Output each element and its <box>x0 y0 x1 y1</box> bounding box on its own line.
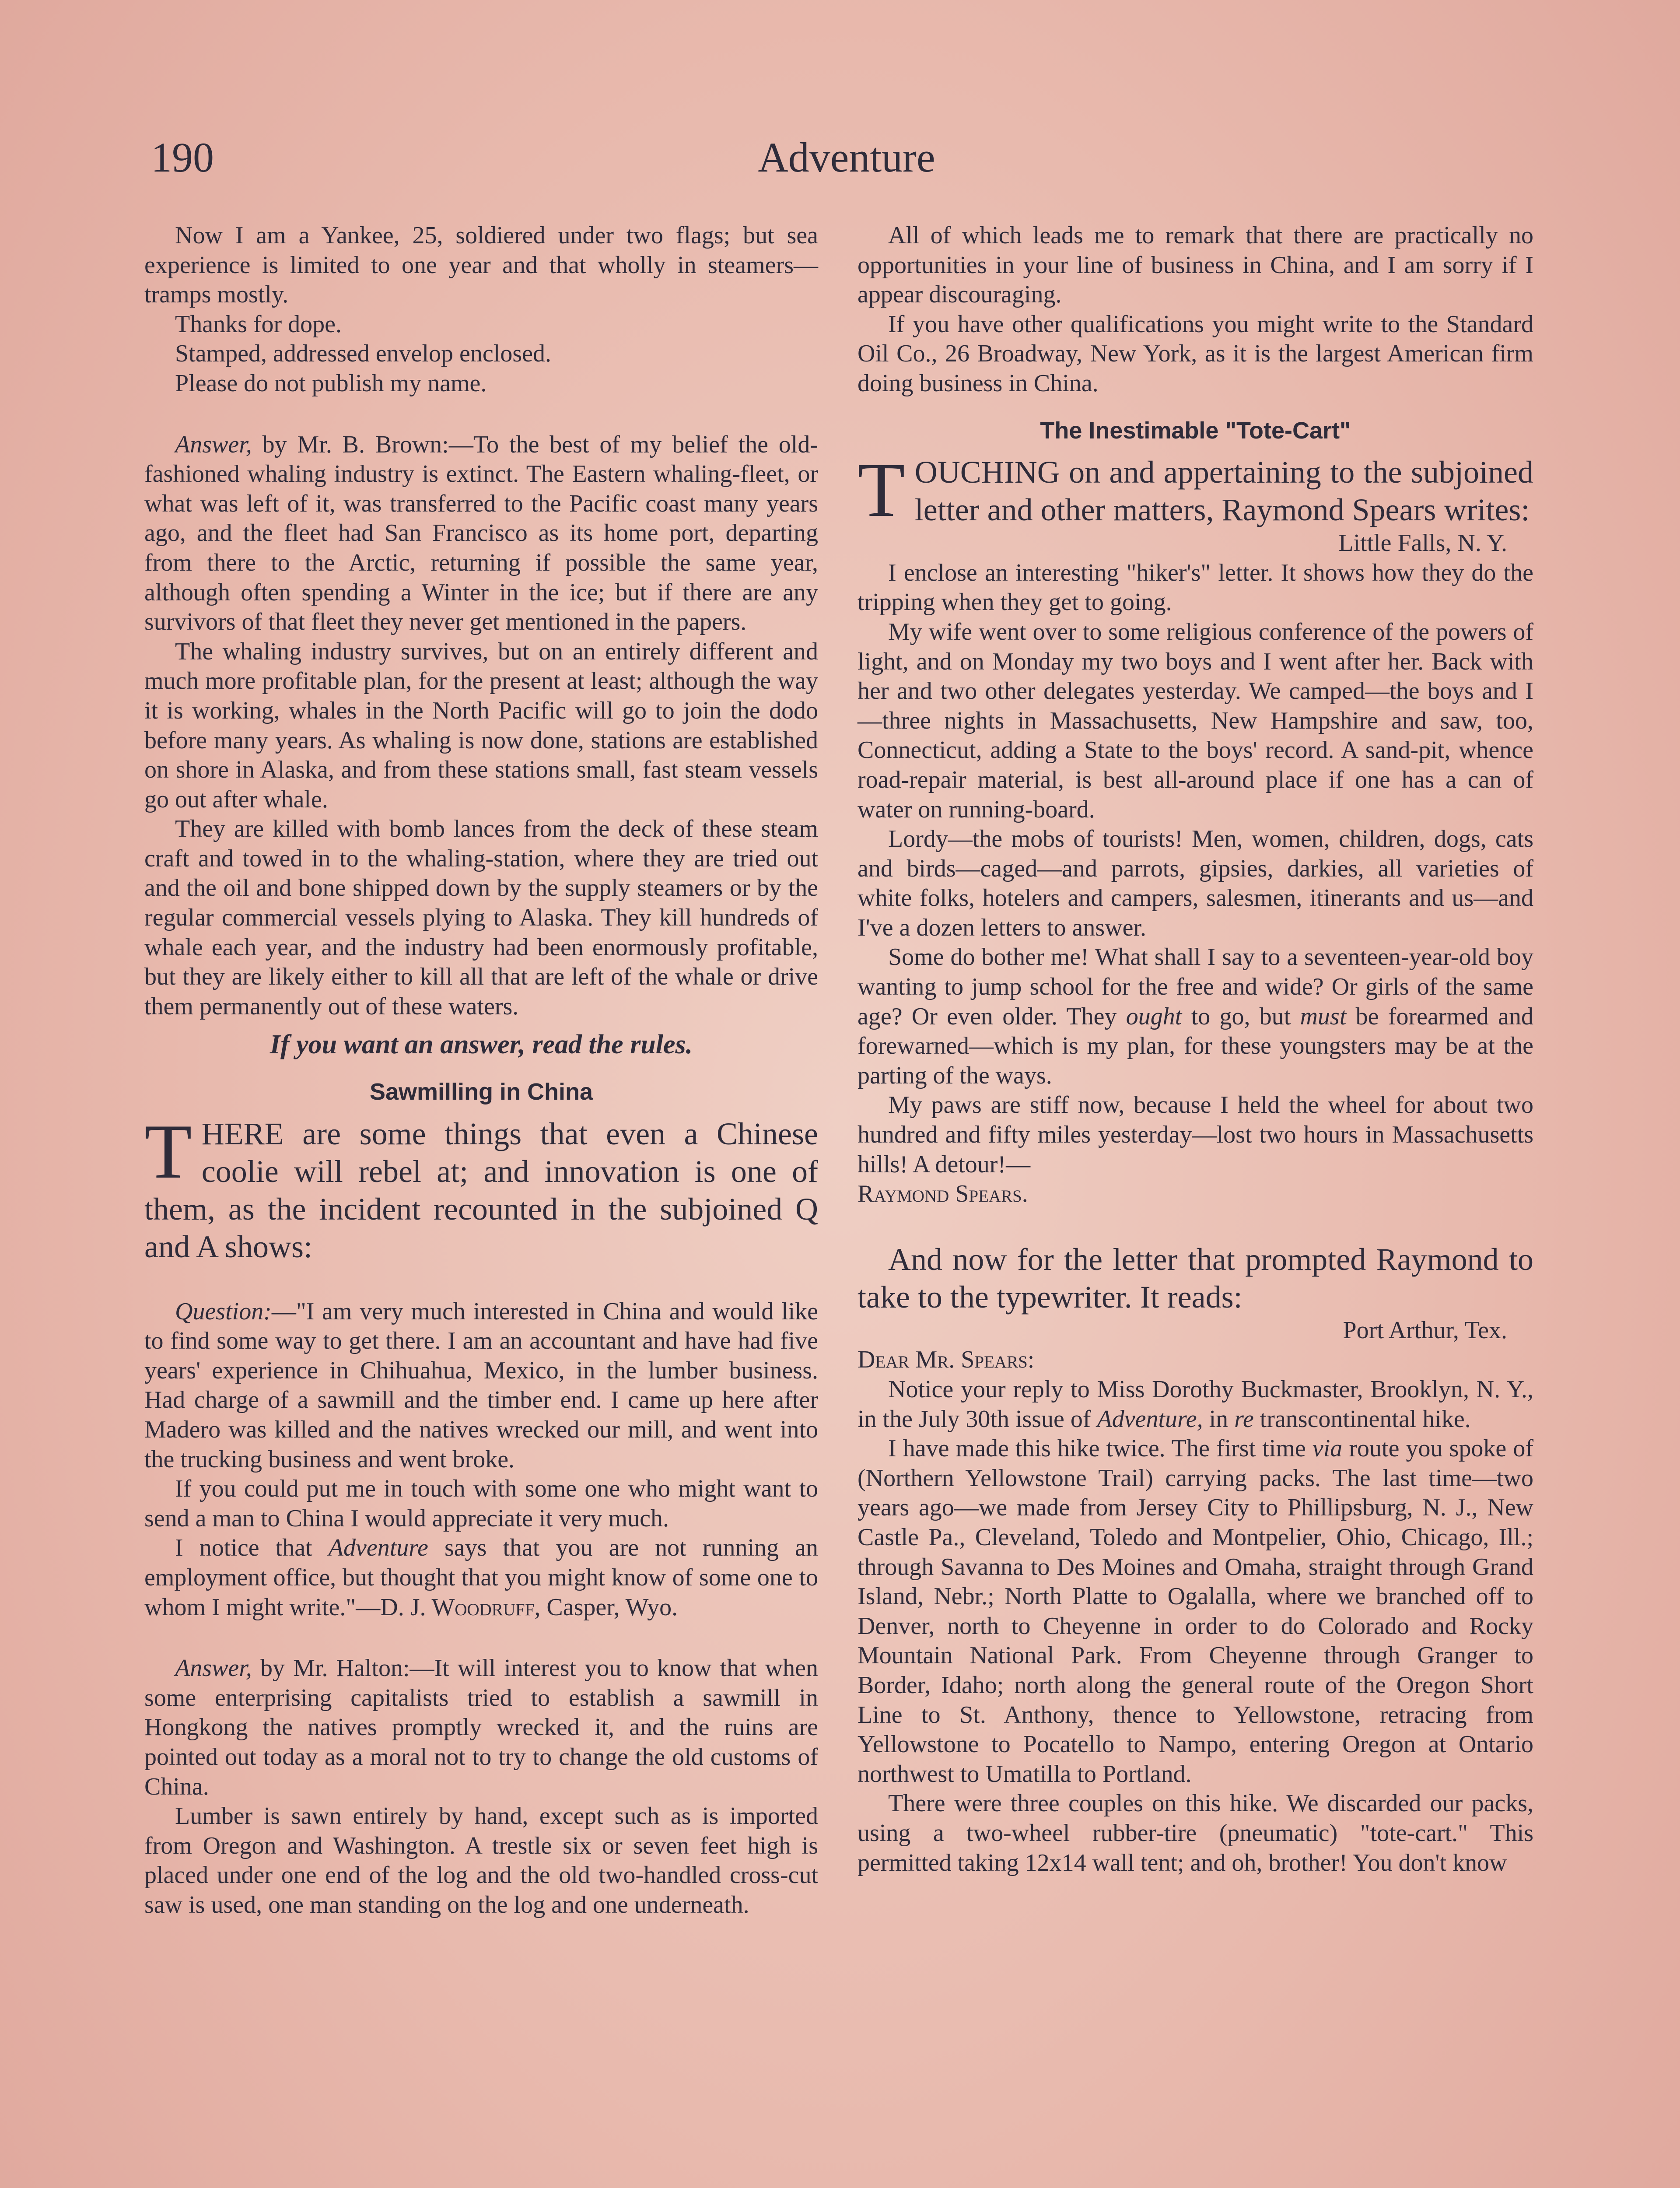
text-run: , Casper, Wyo. <box>534 1593 678 1621</box>
paragraph: If you could put me in touch with some one who might want to send a man to China I would appreciate it very much. <box>144 1475 818 1532</box>
answer-text: by Mr. B. Brown:—To the best of my belief the old-fashioned whaling industry is extinct. The Eastern whaling-fleet, or what was left of it, was transferred to the Pacific coast many years ago, and the fleet had San Francisco as its home port, departing from there to the Arctic, returning if possible the same year, although often spending a Winter in the ice; but if there are any survivors of that fleet they never get mentioned in the papers. <box>144 431 818 636</box>
paragraph: Lumber is sawn entirely by hand, except such as is imported from Oregon and Washington. A trestle six or seven feet high is placed under one end of the log and the old two-handled cross-cut saw is used, one man standing on the log and one underneath. <box>144 1802 818 1918</box>
question-paragraph <box>144 1297 818 1475</box>
lead-paragraph <box>144 1108 818 1266</box>
lead-text: OUCHING on and appertaining to the subjoined letter and other matters, Raymond Spears writes: <box>914 455 1533 528</box>
answer-paragraph <box>144 1654 818 1802</box>
paragraph: If you have other qualifications you might write to the Standard Oil Co., 26 Broadway, New York, as it is the largest American firm doing business in China. <box>858 310 1533 397</box>
paragraph: Lordy—the mobs of tourists! Men, women, children, dogs, cats and birds—caged—and parrots, gipsies, darkies, all varieties of white folks, hotelers and campers, salesmen, itinerants and us—and I've a dozen letters to answer. <box>858 825 1533 941</box>
text-run: I notice that <box>175 1534 329 1562</box>
paragraph: I enclose an interesting "hiker's" letter. It shows how they do the tripping when they get to going. <box>858 559 1533 616</box>
paragraph: Now I am a Yankee, 25, soldiered under two flags; but sea experience is limited to one year and that wholly in steamers—tramps mostly. <box>144 222 818 309</box>
section-title: The Inestimable "Tote-Cart" <box>1040 417 1351 444</box>
paragraph: They are killed with bomb lances from the deck of these steam craft and towed in to the whaling-station, where they are tried out and the oil and bone shipped down by the supply steamers or by the regular commercial vessels plying to Alaska. They kill hundreds of whale each year, and the industry had been enormously profitable, but they are likely either to kill all that are left of the whale or drive them permanently out of these waters. <box>144 815 818 1020</box>
paragraph: My wife went over to some religious conference of the powers of light, and on Monday my two boys and I went after her. Back with her and two other delegates yesterday. We camped—the boys and I—three nights in Massachusetts, New Hampshire and saw, too, Connecticut, adding a State to the boys' record. A sand-pit, whence road-repair material, is best all-around place if one has a can of water on running-board. <box>858 618 1533 823</box>
text-run: be forearmed and forewarned—which is my plan, for these youngsters may be at the parting of the ways. <box>858 1003 1534 1089</box>
emphasis: re <box>1234 1405 1254 1433</box>
text-run: route you spoke of (Northern Yellowstone Trail) carrying packs. The last time—two years ago—we made from Jersey City to Phillipsburg, N. J., New Castle Pa., Cleveland, Toledo and Montpelier, Ohio, Chicago, Ill.; through Savanna to Des Moines and Omaha, straight through Grand Island, Nebr.; North Platte to Ogalalla, where we branched off to Denver, north to Cheyenne in order to do Colorado and Rocky Mountain National Park. From Cheyenne through Granger to Border, Idaho; north along the general route of the Oregon Short Line to St. Anthony, thence to Yellowstone, retracing from Yellowstone to Pocatello to Nampo, entering Oregon at Ontario northwest to Umatilla to Portland. <box>858 1435 1534 1788</box>
salutation: Dear Mr. Spears: <box>858 1346 1035 1374</box>
running-head: Adventure <box>758 134 935 181</box>
left-column <box>144 221 818 1920</box>
text-run: says that you are not running an employment office, but thought that you might know of some one to whom I might write."— <box>144 1534 818 1621</box>
paragraph: The whaling industry survives, but on an entirely different and much more profitable plan, for the present at least; although the way it is working, whales in the North Pacific will go to join the dodo before many years. As whaling is now done, stations are established on shore in Alaska, and from these stations small, fast steam vessels go out after whale. <box>144 638 818 813</box>
paragraph: There were three couples on this hike. We discarded our packs, using a two-wheel rubber-tire (pneumatic) "tote-cart." This permitted taking 12x14 wall tent; and oh, brother! You don't know <box>858 1790 1533 1876</box>
rules-notice: If you want an answer, read the rules. <box>270 1030 693 1060</box>
letter-place: Little Falls, N. Y. <box>1338 529 1507 557</box>
answer-label: Answer, <box>175 1655 252 1682</box>
page-number: 190 <box>151 134 214 181</box>
text-run: in <box>1203 1405 1235 1433</box>
answer-text: by Mr. Halton:—It will interest you to know that when some enterprising capitalists tried to establish a sawmill in Hongkong the natives promptly wrecked it, and the ruins are pointed out today as a moral not to try to change the old customs of China. <box>144 1655 818 1800</box>
paragraph <box>858 1090 1533 1209</box>
signature: D. J. Woodruff <box>380 1593 535 1621</box>
emphasis: ought <box>1126 1003 1182 1030</box>
signature: Raymond Spears. <box>858 1180 1028 1208</box>
intro-paragraph: And now for the letter that prompted Raymond to take to the typewriter. It reads: <box>858 1241 1533 1315</box>
drop-cap: T <box>858 446 905 533</box>
lead-paragraph <box>858 446 1533 533</box>
paragraph <box>858 943 1533 1090</box>
lead-text: HERE are some things that even a Chinese coolie will rebel at; and innovation is one of them, as the incident recounted in the subjoined Q and A shows: <box>144 1116 818 1264</box>
text-run: Notice your reply to Miss Dorothy Buckmaster, Brooklyn, N. Y., in the July 30th issue of <box>858 1376 1533 1433</box>
paragraph <box>858 1375 1533 1434</box>
paragraph: All of which leads me to remark that there are practically no opportunities in your line of business in China, and I am sorry if I appear discouraging. <box>858 222 1533 309</box>
right-column <box>858 221 1533 1878</box>
page-header <box>151 131 1542 188</box>
question-label: Question: <box>175 1297 272 1325</box>
text-run: transcontinental hike. <box>1253 1405 1471 1433</box>
paragraph <box>144 1533 818 1622</box>
answer-label: Answer, <box>175 431 252 458</box>
paragraph: Please do not publish my name. <box>175 369 487 397</box>
text-run: My paws are stiff now, because I held the wheel for about two hundred and fifty miles yesterday—lost two hours in Massachusetts hills! A detour!— <box>858 1091 1533 1178</box>
question-text: —"I am very much interested in China and would like to find some way to get there. I am an accountant and have had five years' experience in Chihuahua, Mexico, in the lumber business. Had charge of a sawmill and the timber end. I came up here after Madero was killed and the natives wrecked our mill, and went into the trucking business and went broke. <box>144 1297 818 1473</box>
section-title: Sawmilling in China <box>369 1079 593 1105</box>
text-run: I have made this hike twice. The first time <box>888 1435 1312 1462</box>
text-run: to go, but <box>1182 1003 1300 1030</box>
drop-cap: T <box>144 1108 192 1195</box>
emphasis: via <box>1312 1435 1343 1462</box>
paragraph <box>858 1434 1533 1789</box>
answer-paragraph <box>144 430 818 637</box>
emphasis: must <box>1300 1003 1347 1030</box>
paragraph: Stamped, addressed envelop enclosed. <box>175 340 551 368</box>
magazine-title: Adventure, <box>1097 1405 1203 1433</box>
paragraph: Thanks for dope. <box>175 310 342 338</box>
magazine-title: Adventure <box>328 1534 428 1562</box>
letter-place: Port Arthur, Tex. <box>1343 1316 1507 1344</box>
text-run: Some do bother me! What shall I say to a seventeen-year-old boy wanting to jump school for the free and wide? Or girls of the same age? Or even older. They <box>858 943 1533 1030</box>
